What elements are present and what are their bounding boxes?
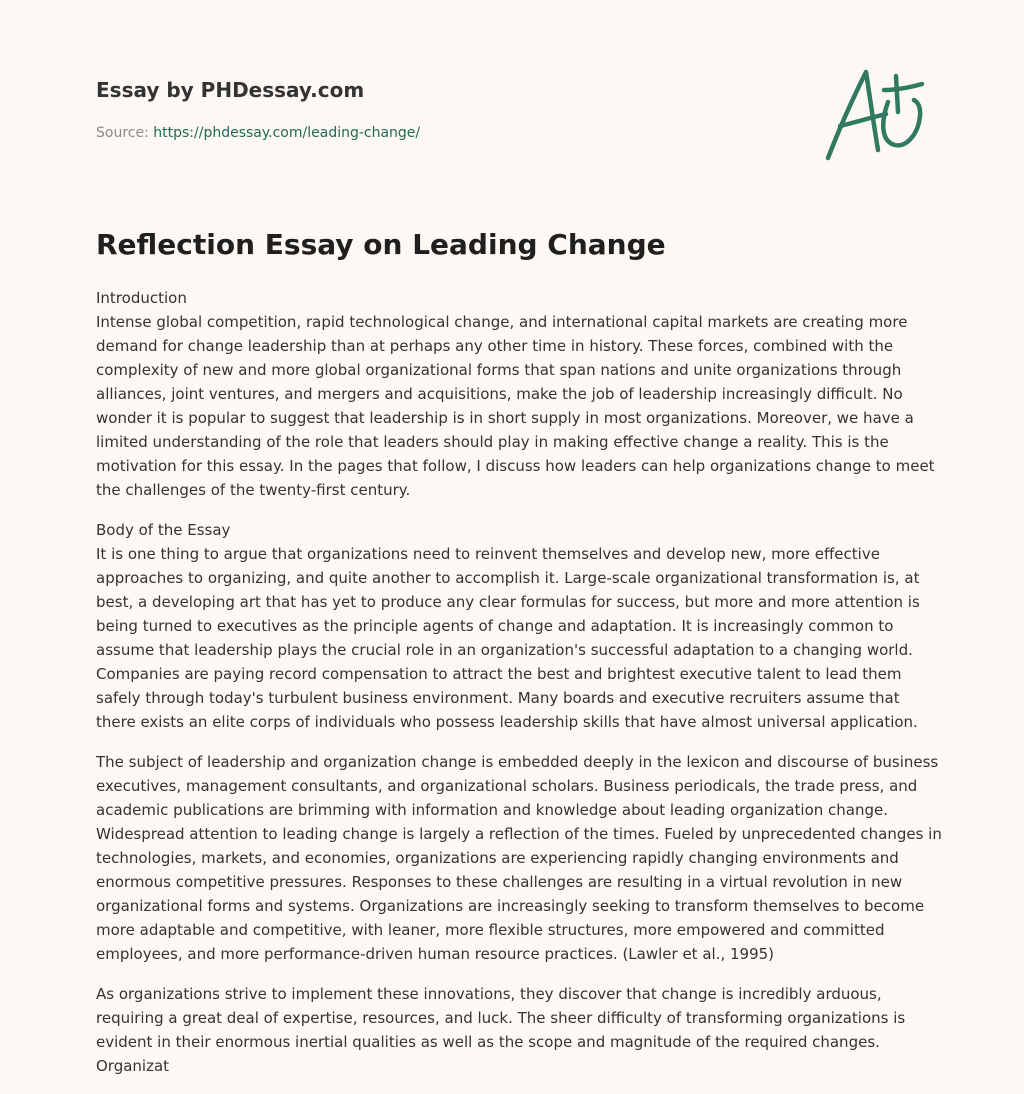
section-heading: Introduction xyxy=(96,289,187,307)
site-title: Essay by PHDessay.com xyxy=(96,78,365,102)
paragraph-text: The subject of leadership and organization change is embedded deeply in the lexicon and discourse of business executives, management consultants, and organizational scholars. Business periodicals, the trade press, and academic publications are brimming with information and knowledge about leading organization change. Widespread attention to leading change is largely a reflection of the times. Fueled by unprecedented changes in technologies, markets, and economies, organizations are experiencing rapidly changing environments and enormous competitive pressures. Responses to these challenges are resulting in a virtual revolution in new organizational forms and systems. Organizations are increasingly seeking to transform themselves to become more adaptable and competitive, with leaner, more flexible structures, more empowered and committed employees, and more performance-driven human resource practices. (Lawler et al., 1995) xyxy=(96,753,942,963)
essay-title: Reflection Essay on Leading Change xyxy=(96,228,666,261)
a-plus-grade-icon xyxy=(818,62,930,166)
section-heading: Body of the Essay xyxy=(96,521,231,539)
essay-body xyxy=(96,286,942,1094)
source-line xyxy=(96,123,420,143)
paragraph-text: Intense global competition, rapid technological change, and international capital markets are creating more demand for change leadership than at perhaps any other time in history. These forces, combined with the complexity of new and more global organizational forms that span nations and unite organizations through alliances, joint ventures, and mergers and acquisitions, make the job of leadership increasingly difficult. No wonder it is popular to suggest that leadership is in short supply in most organizations. Moreover, we have a limited understanding of the role that leaders should play in making effective change a reality. This is the motivation for this essay. In the pages that follow, I discuss how leaders can help organizations change to meet the challenges of the twenty-first century. xyxy=(96,313,935,499)
essay-paragraph xyxy=(96,518,942,734)
paragraph-text: It is one thing to argue that organizations need to reinvent themselves and develop new, more effective approaches to organizing, and quite another to accomplish it. Large-scale organizational transformation is, at best, a developing art that has yet to produce any clear formulas for success, but more and more attention is being turned to executives as the principle agents of change and adaptation. It is increasingly common to assume that leadership plays the crucial role in an organization's successful adaptation to a changing world. Companies are paying record compensation to attract the best and brightest executive talent to lead them safely through today's turbulent business environment. Many boards and executive recruiters assume that there exists an elite corps of individuals who possess leadership skills that have almost universal application. xyxy=(96,545,920,731)
essay-paragraph xyxy=(96,982,942,1078)
source-link[interactable]: https://phdessay.com/leading-change/ xyxy=(153,125,421,141)
essay-paragraph xyxy=(96,750,942,966)
paragraph-text: As organizations strive to implement these innovations, they discover that change is incredibly arduous, requiring a great deal of expertise, resources, and luck. The sheer difficulty of transforming organizations is evident in their enormous inertial qualities as well as the scope and magnitude of the required changes. Organizat xyxy=(96,985,906,1075)
source-label: Source: xyxy=(96,125,154,141)
essay-paragraph xyxy=(96,286,942,502)
